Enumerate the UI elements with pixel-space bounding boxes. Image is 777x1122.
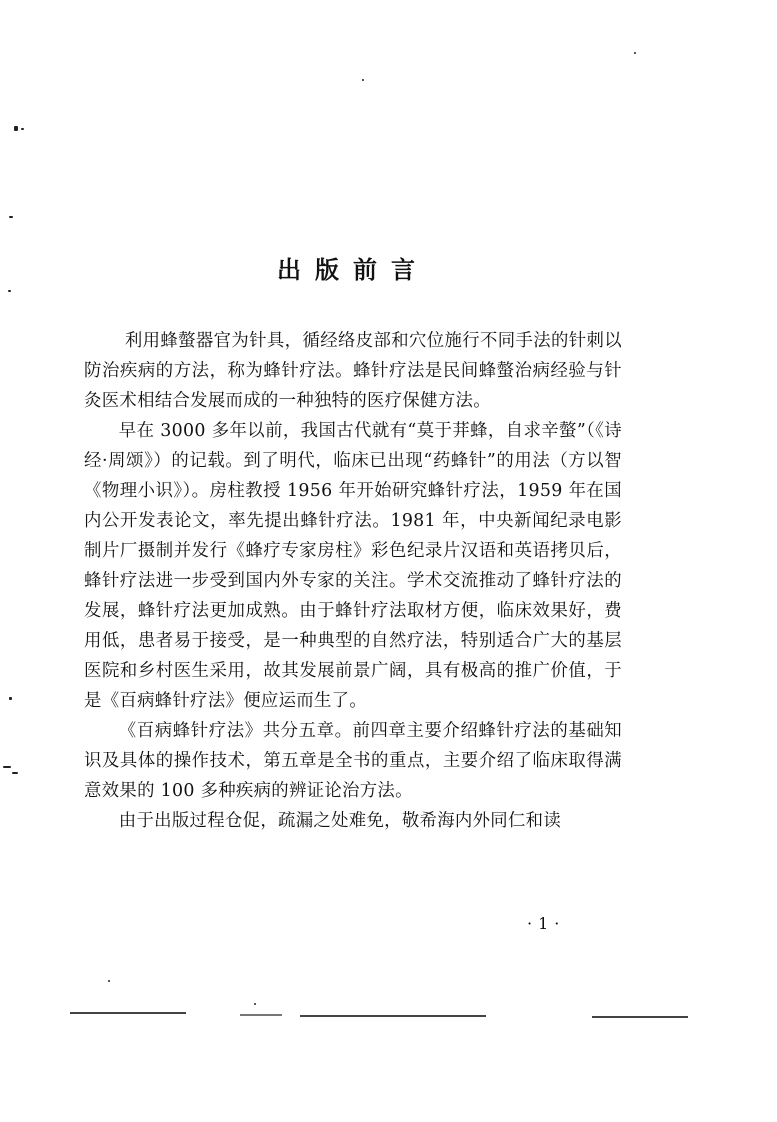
scan-speck — [634, 52, 636, 54]
scan-speck — [3, 766, 11, 768]
scan-speck — [14, 126, 18, 131]
scan-speck — [108, 980, 110, 982]
paragraph-history: 早在 3000 多年以前，我国古代就有“莫于荓蜂，自求辛螫”（《诗经·周颂》）的记载。到了明代，临床已出现“药蜂针”的用法（方以智《物理小识》）。房柱教授 1956 年开始研究蜂针疗法，1959 年在国内公开发表论文，率先提出蜂针疗法。1981 年，中央新闻纪录电影制片厂摄制并发行《蜂疗专家房柱》彩色纪录片汉语和英语拷贝后，蜂针疗法进一步受到国内外专家的关注。学术交流推动了蜂针疗法的发展，蜂针疗法更加成熟。由于蜂针疗法取材方便，临床效果好，费用低，患者易于接受，是一种典型的自然疗法，特别适合广大的基层医院和乡村医生采用，故其发展前景广阔，具有极高的推广价值，于是《百病蜂针疗法》便应运而生了。 — [84, 421, 622, 711]
body-text — [84, 326, 622, 836]
paragraph-closing: 由于出版过程仓促，疏漏之处难免，敬希海内外同仁和读 — [118, 811, 562, 831]
scan-rule-2 — [240, 1014, 282, 1016]
scan-speck — [21, 128, 24, 130]
paragraph-definition: 利用蜂螫器官为针具，循经络皮部和穴位施行不同手法的针刺以防治疾病的方法，称为蜂针疗法。蜂针疗法是民间蜂螫治病经验与针灸医术相结合发展而成的一种独特的医疗保健方法。 — [84, 331, 622, 411]
scan-speck — [254, 1003, 256, 1005]
scan-speck — [8, 290, 11, 292]
scan-speck — [362, 79, 364, 81]
page-title: 出版前言 — [277, 255, 429, 284]
page-number: ·1· — [527, 914, 566, 933]
scan-rule-4 — [592, 1016, 688, 1018]
scan-speck — [9, 216, 13, 218]
paragraph-book-structure: 《百病蜂针疗法》共分五章。前四章主要介绍蜂针疗法的基础知识及具体的操作技术，第五章是全书的重点，主要介绍了临床取得满意效果的 100 多种疾病的辨证论治方法。 — [84, 721, 622, 801]
scan-speck — [12, 772, 18, 774]
scan-rule-1 — [70, 1012, 186, 1014]
scan-speck — [9, 697, 12, 700]
scan-rule-3 — [300, 1015, 486, 1017]
